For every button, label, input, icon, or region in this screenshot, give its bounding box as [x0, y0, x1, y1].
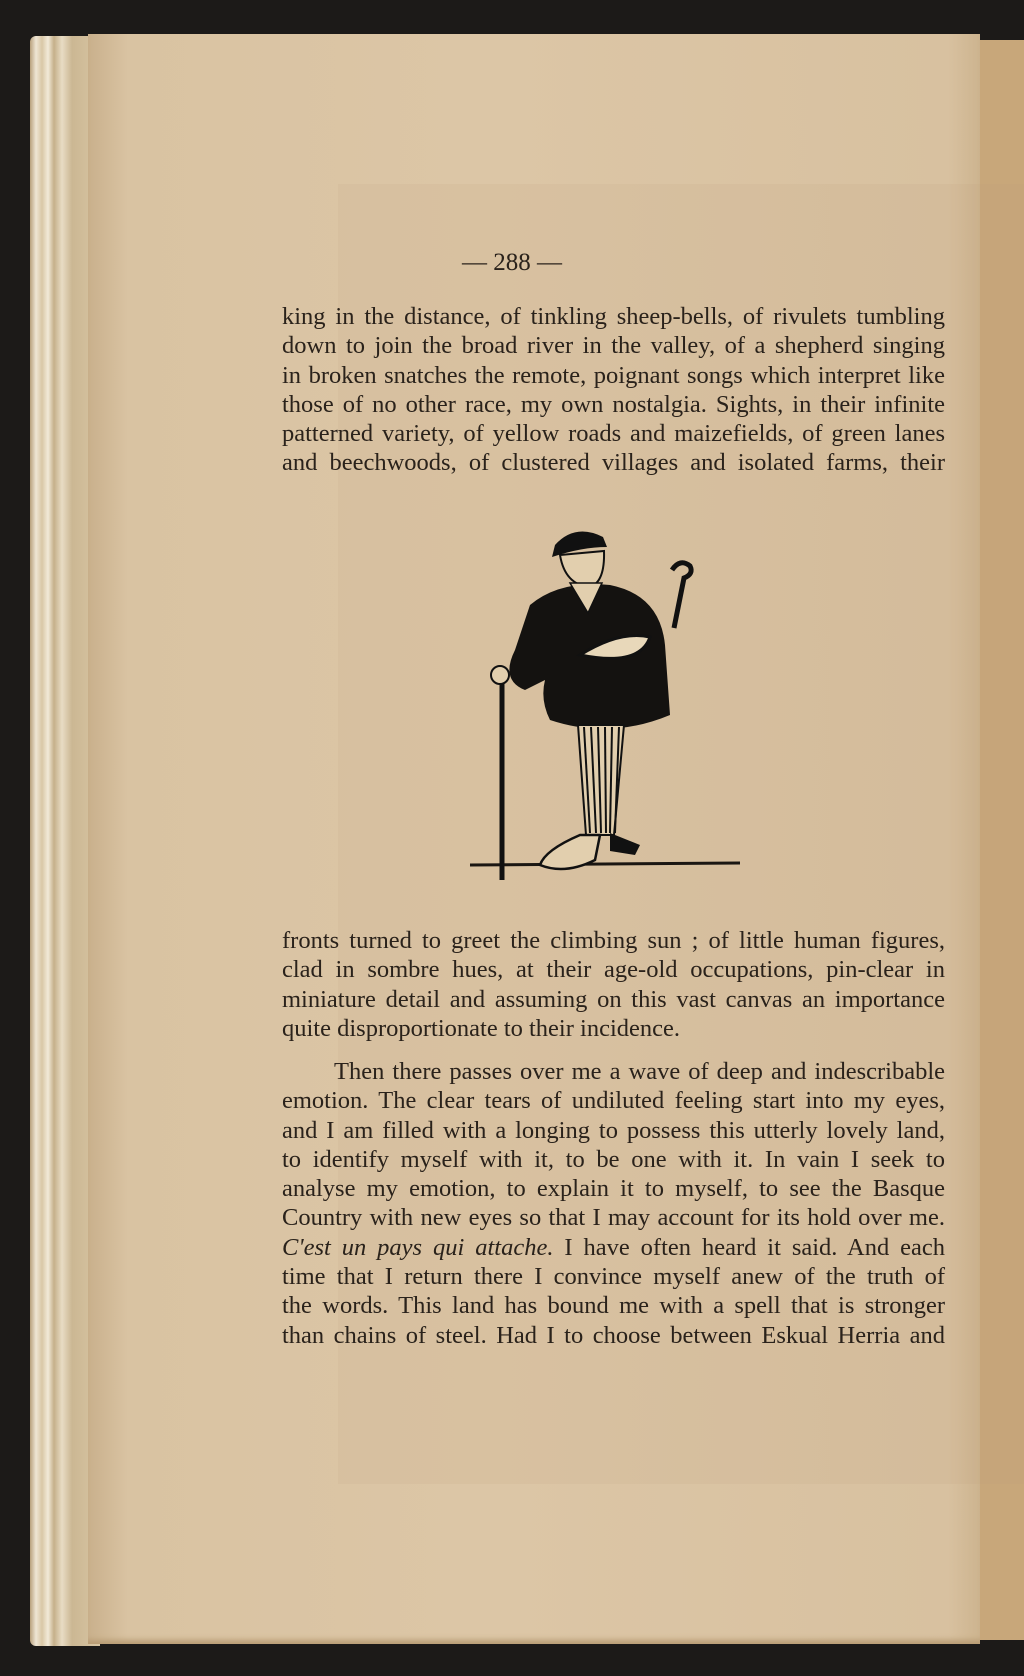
text-line: those of no other race, my own nostalgia. Sights, in their infinite: [282, 390, 945, 418]
text-line: patterned variety, of yellow roads and maizefields, of green lanes: [282, 420, 945, 448]
text-line: and I am filled with a longing to possess this utterly lovely land,: [282, 1116, 945, 1144]
text-line: time that I return there I convince myself anew of the truth of: [282, 1263, 945, 1291]
text-line: king in the distance, of tinkling sheep-bells, of rivulets tumbling: [282, 303, 945, 330]
text-line: than chains of steel. Had I to choose between Eskual Herria and: [282, 1321, 945, 1349]
text-line: clad in sombre hues, at their age-old occupations, pin-clear in: [282, 956, 945, 984]
text-line: miniature detail and assuming on this vast canvas an importance: [282, 985, 945, 1013]
text-line: emotion. The clear tears of undiluted feeling start into my eyes,: [282, 1087, 945, 1115]
paragraph-continued: [282, 302, 945, 478]
paragraph-end: [282, 926, 945, 1043]
text-line: fronts turned to greet the climbing sun ; of little human figures,: [282, 927, 945, 954]
page-number: — 288 —: [462, 249, 562, 276]
french-italic-phrase: C'est un pays qui attache.: [282, 1233, 554, 1261]
text-line: down to join the broad river in the valley, of a shepherd singing: [282, 332, 945, 360]
text-line-rest: I have often heard it said. And each: [553, 1233, 946, 1261]
text-line: in broken snatches the remote, poignant songs which interpret like: [282, 361, 945, 389]
text-line: [282, 1233, 945, 1262]
illustration-basque-man: [460, 515, 750, 895]
text-line: Country with new eyes so that I may account for its hold over me.: [282, 1204, 945, 1232]
paragraph-emotion: [282, 1057, 945, 1350]
text-line: to identify myself with it, to be one with it. In vain I seek to: [282, 1145, 945, 1173]
text-line: the words. This land has bound me with a spell that is stronger: [282, 1292, 945, 1320]
text-line: Then there passes over me a wave of deep and indescribable: [334, 1058, 945, 1085]
text-line: quite disproportionate to their incidence.: [282, 1014, 681, 1042]
text-line: analyse my emotion, to explain it to myself, to see the Basque: [282, 1175, 945, 1203]
text-line: and beechwoods, of clustered villages and isolated farms, their: [282, 449, 945, 477]
